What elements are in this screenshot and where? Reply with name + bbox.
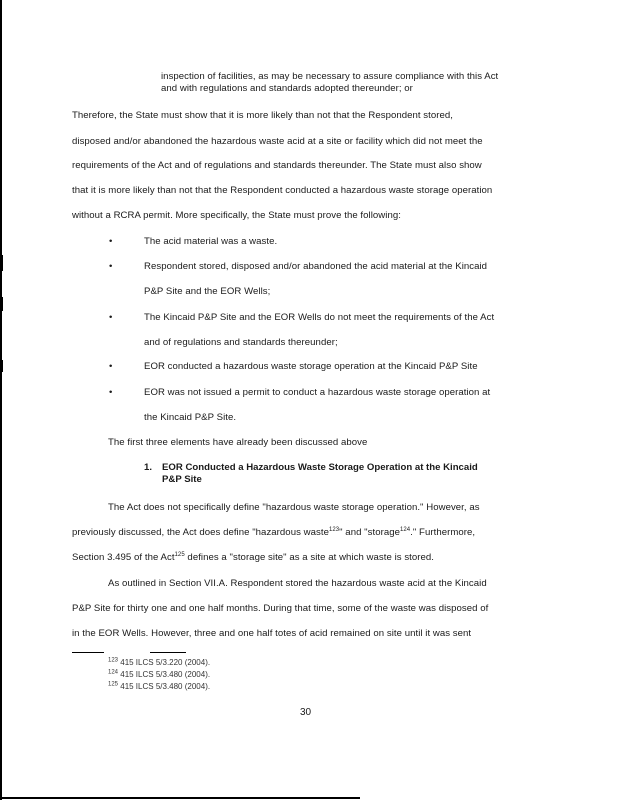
- bullet-icon: •: [109, 236, 113, 247]
- paragraph-line: in the EOR Wells. However, three and one half totes of acid remained on site until it was sent: [72, 628, 472, 639]
- bullet-icon: •: [109, 361, 113, 372]
- list-item: The Kincaid P&P Site and the EOR Wells do not meet the requirements of the Act: [144, 312, 495, 323]
- paragraph-line: Section 3.495 of the Act$^{125}$ defines a "storage site" as a site at which waste is stored.: [72, 551, 435, 563]
- footnote: $^{123}$ 415 ILCS 5/3.220 (2004).: [108, 657, 211, 667]
- footnote-ref[interactable]: 123: [328, 526, 340, 533]
- quote-line: and with regulations and standards adopted thereunder; or: [161, 83, 413, 94]
- paragraph-line: that it is more likely than not that the Respondent conducted a hazardous waste storage operation: [72, 185, 493, 196]
- bullet-icon: •: [109, 261, 113, 272]
- footnote: $^{125}$ 415 ILCS 5/3.480 (2004).: [108, 681, 211, 691]
- footnote-separator: [150, 652, 186, 653]
- bullet-icon: •: [109, 312, 113, 323]
- list-item: the Kincaid P&P Site.: [144, 412, 237, 423]
- paragraph-line: without a RCRA permit. More specifically, the State must prove the following:: [72, 210, 401, 221]
- section-heading: P&P Site: [162, 474, 202, 485]
- page-number: 30: [300, 707, 312, 718]
- bottom-rule: [0, 797, 360, 799]
- footnote: $^{124}$ 415 ILCS 5/3.480 (2004).: [108, 669, 211, 679]
- paragraph-line: disposed and/or abandoned the hazardous waste acid at a site or facility which did not meet the: [72, 136, 483, 147]
- paragraph-line: P&P Site for thirty one and one half months. During that time, some of the waste was disposed of: [72, 603, 489, 614]
- footnote-separator: [72, 652, 104, 653]
- margin-mark: [0, 297, 3, 311]
- footnote-ref[interactable]: 124: [400, 526, 411, 533]
- list-item: EOR was not issued a permit to conduct a hazardous waste storage operation at: [144, 387, 491, 398]
- footnote-ref[interactable]: 125: [174, 551, 185, 558]
- section-number: 1.: [144, 462, 153, 473]
- page-left-edge: [0, 0, 2, 800]
- list-item: EOR conducted a hazardous waste storage operation at the Kincaid P&P Site: [144, 361, 478, 372]
- section-heading: EOR Conducted a Hazardous Waste Storage Operation at the Kincaid: [162, 462, 478, 473]
- list-item: The acid material was a waste.: [144, 236, 278, 247]
- paragraph-line: The first three elements have already been discussed above: [108, 437, 368, 448]
- list-item: P&P Site and the EOR Wells;: [144, 286, 271, 297]
- paragraph-line: The Act does not specifically define "hazardous waste storage operation." However, as: [108, 502, 480, 513]
- margin-mark: [0, 255, 3, 271]
- paragraph-line: requirements of the Act and of regulations and standards thereunder. The State must also show: [72, 160, 482, 171]
- paragraph-line: previously discussed, the Act does define "hazardous waste$^{123}$" and "storage$^{124}$." Furthermore,: [72, 526, 476, 538]
- list-item: and of regulations and standards thereunder;: [144, 337, 338, 348]
- bullet-icon: •: [109, 387, 113, 398]
- paragraph-line: As outlined in Section VII.A. Respondent stored the hazardous waste acid at the Kincaid: [108, 578, 487, 589]
- margin-mark: [0, 360, 3, 372]
- paragraph-line: Therefore, the State must show that it is more likely than not that the Respondent stored,: [72, 110, 453, 121]
- quote-line: inspection of facilities, as may be necessary to assure compliance with this Act: [161, 71, 499, 82]
- list-item: Respondent stored, disposed and/or abandoned the acid material at the Kincaid: [144, 261, 488, 272]
